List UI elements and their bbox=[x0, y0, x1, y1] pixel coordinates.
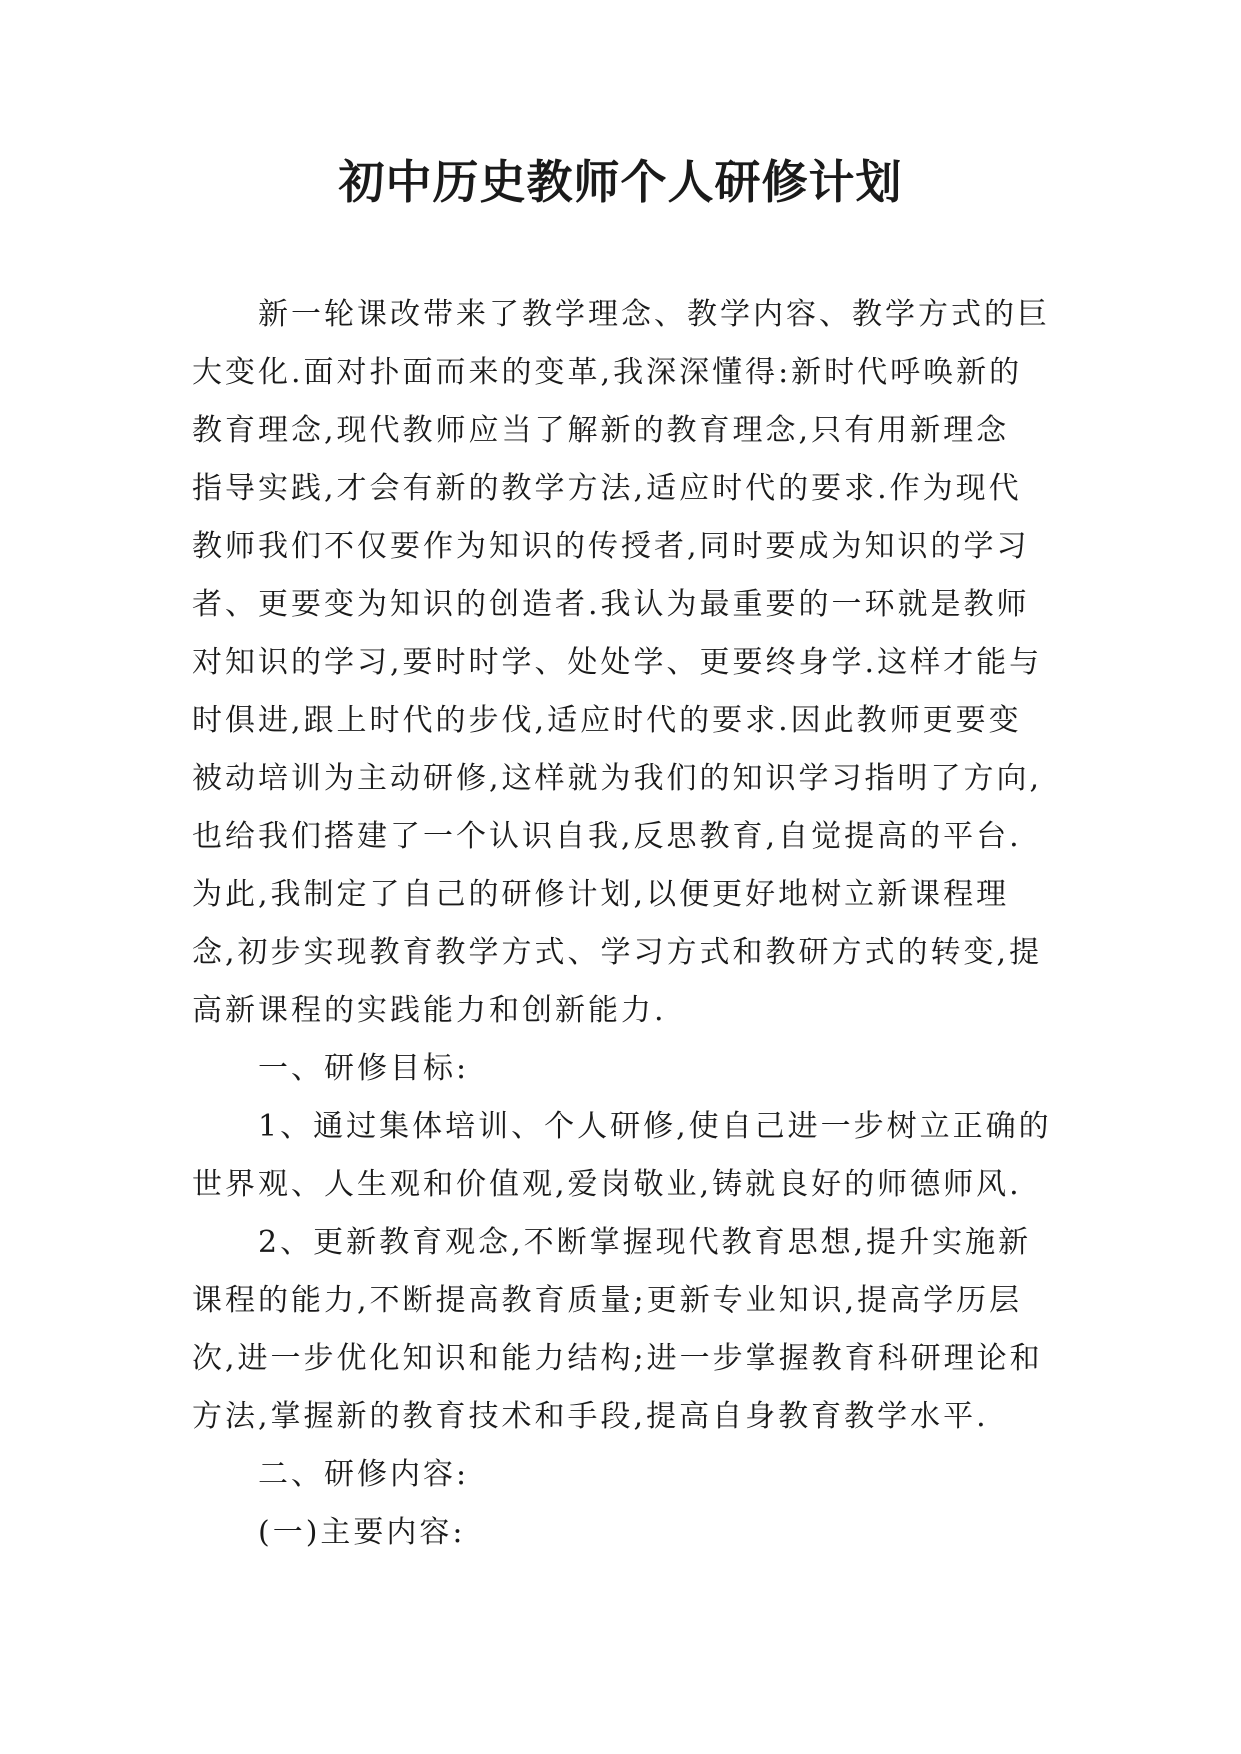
paragraph-line: 2、更新教育观念,不断掌握现代教育思想,提升实施新 bbox=[258, 1225, 1032, 1260]
paragraph-line: 高新课程的实践能力和创新能力. bbox=[192, 993, 667, 1028]
paragraph-line: 为此,我制定了自己的研修计划,以便更好地树立新课程理 bbox=[192, 877, 1010, 912]
paragraph-line: 次,进一步优化知识和能力结构;进一步掌握教育科研理论和 bbox=[192, 1341, 1043, 1376]
paragraph-line: 指导实践,才会有新的教学方法,适应时代的要求.作为现代 bbox=[192, 471, 1022, 506]
paragraph-line: 对知识的学习,要时时学、处处学、更要终身学.这样才能与 bbox=[192, 645, 1043, 680]
paragraph-line: 1、通过集体培训、个人研修,使自己进一步树立正确的 bbox=[258, 1109, 1052, 1144]
paragraph-line: 教师我们不仅要作为知识的传授者,同时要成为知识的学习 bbox=[192, 529, 1030, 564]
paragraph-line: 念,初步实现教育教学方式、学习方式和教研方式的转变,提 bbox=[192, 935, 1043, 970]
paragraph-line: 时俱进,跟上时代的步伐,适应时代的要求.因此教师更要变 bbox=[192, 703, 1022, 738]
paragraph-line: 被动培训为主动研修,这样就为我们的知识学习指明了方向, bbox=[192, 761, 1043, 796]
paragraph-line: 教育理念,现代教师应当了解新的教育理念,只有用新理念 bbox=[192, 413, 1010, 448]
paragraph-line: 者、更要变为知识的创造者.我认为最重要的一环就是教师 bbox=[192, 587, 1030, 622]
document-body bbox=[192, 286, 1050, 1562]
paragraph-line: 世界观、人生观和价值观,爱岗敬业,铸就良好的师德师风. bbox=[192, 1167, 1022, 1202]
subsection-heading: (一)主要内容: bbox=[258, 1515, 466, 1550]
paragraph-line: 方法,掌握新的教育技术和手段,提高自身教育教学水平. bbox=[192, 1399, 989, 1434]
paragraph-line: 新一轮课改带来了教学理念、教学内容、教学方式的巨 bbox=[258, 297, 1050, 332]
section-heading: 二、研修内容: bbox=[258, 1457, 470, 1492]
document-title: 初中历史教师个人研修计划 bbox=[338, 155, 903, 209]
paragraph-line: 大变化.面对扑面而来的变革,我深深懂得:新时代呼唤新的 bbox=[192, 355, 1023, 390]
section-heading: 一、研修目标: bbox=[258, 1051, 470, 1086]
paragraph-line: 也给我们搭建了一个认识自我,反思教育,自觉提高的平台. bbox=[192, 819, 1022, 854]
paragraph-line: 课程的能力,不断提高教育质量;更新专业知识,提高学历层 bbox=[192, 1283, 1023, 1318]
